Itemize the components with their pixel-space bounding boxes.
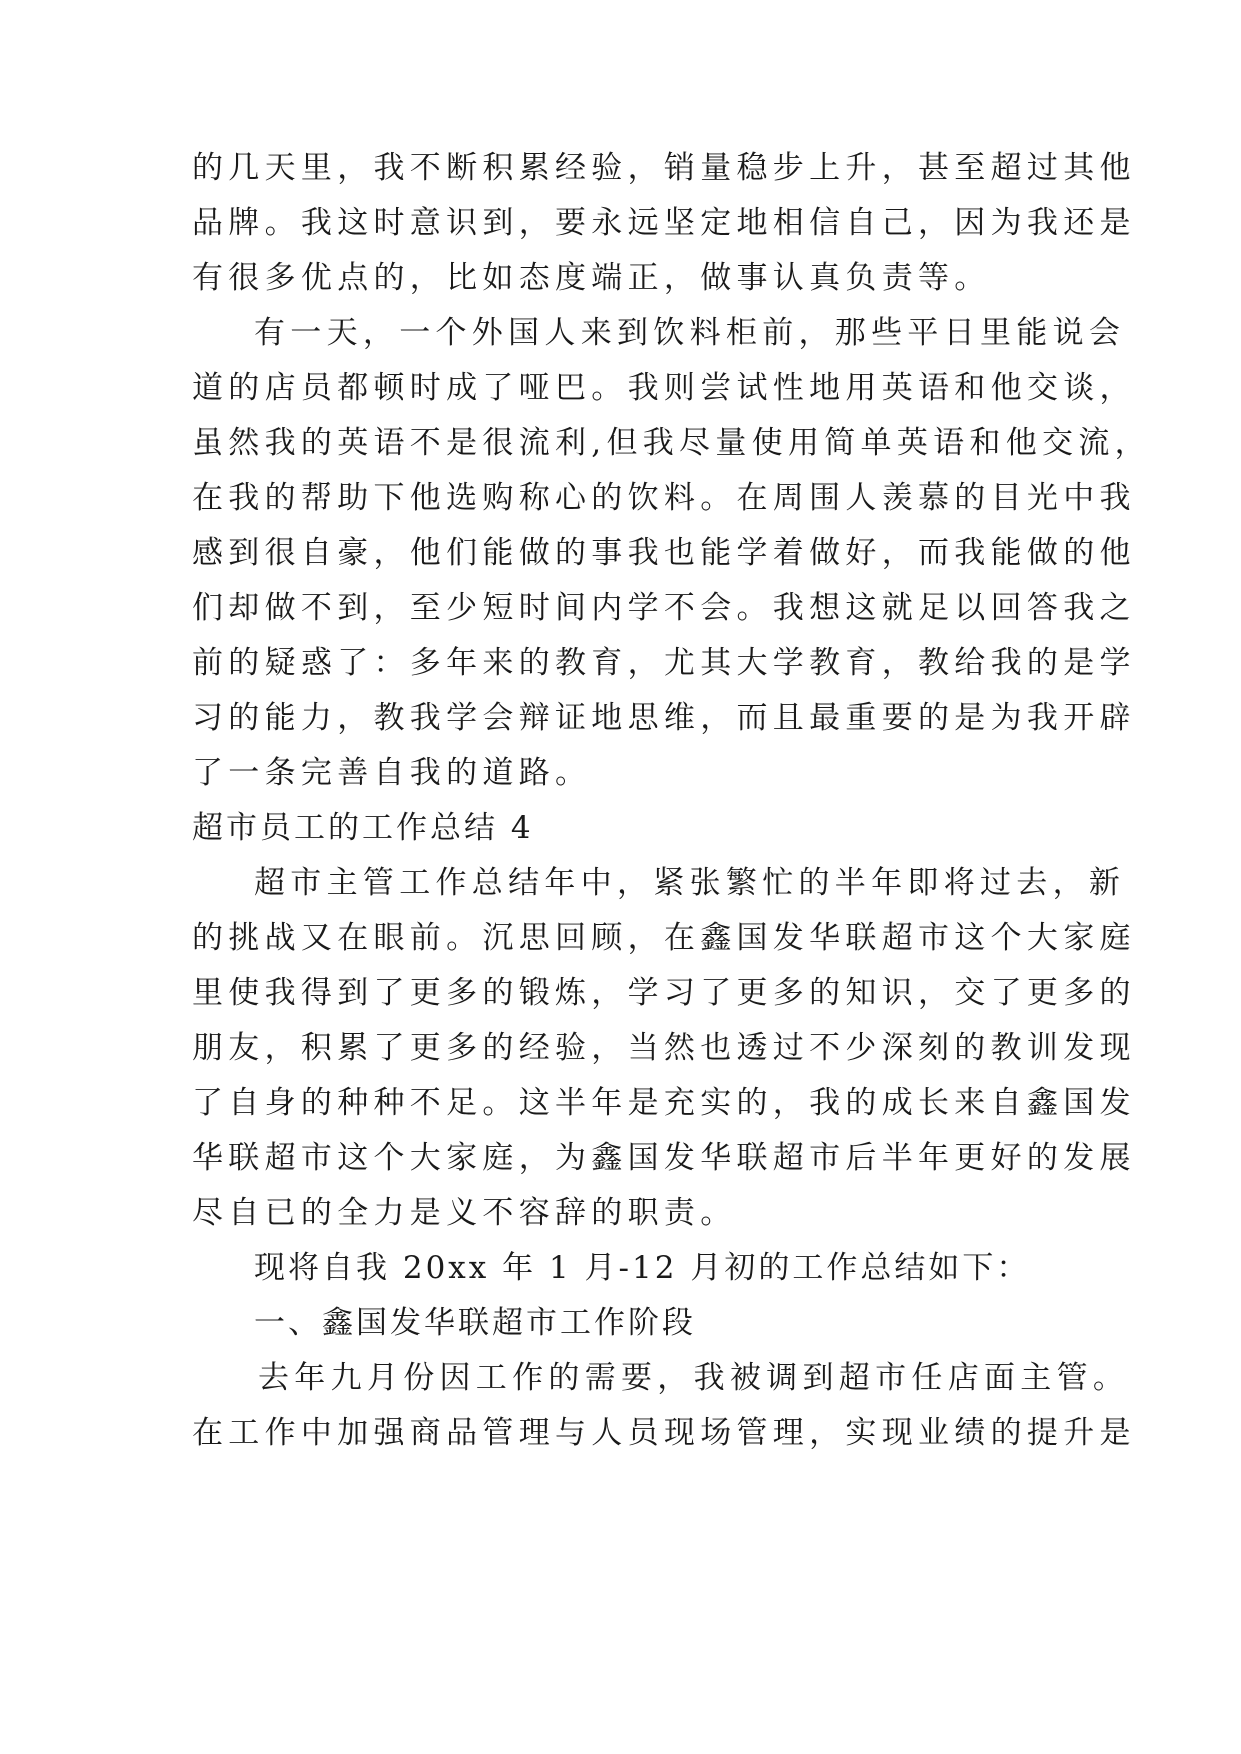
- paragraph-line: 华联超市这个大家庭，为鑫国发华联超市后半年更好的发展: [192, 1140, 1136, 1176]
- paragraph-line: 里使我得到了更多的锻炼，学习了更多的知识，交了更多的: [192, 975, 1136, 1011]
- paragraph-line: 前的疑惑了：多年来的教育，尤其大学教育，教给我的是学: [192, 645, 1136, 681]
- paragraph-line: 习的能力，教我学会辩证地思维，而且最重要的是为我开辟: [192, 700, 1136, 736]
- paragraph-line: 感到很自豪，他们能做的事我也能学着做好，而我能做的他: [192, 535, 1136, 571]
- subsection-heading: 一、鑫国发华联超市工作阶段: [254, 1305, 696, 1341]
- paragraph-line: 了自身的种种不足。这半年是充实的，我的成长来自鑫国发: [192, 1085, 1136, 1121]
- paragraph-line: 虽然我的英语不是很流利,但我尽量使用简单英语和他交流，: [192, 425, 1151, 461]
- paragraph-line: 有一天，一个外国人来到饮料柜前，那些平日里能说会: [254, 315, 1126, 351]
- paragraph-line: 朋友，积累了更多的经验，当然也透过不少深刻的教训发现: [192, 1030, 1136, 1066]
- section-heading: 超市员工的工作总结 4: [192, 810, 534, 846]
- paragraph-line: 现将自我 20xx 年 1 月-12 月初的工作总结如下：: [254, 1250, 1031, 1286]
- paragraph-line: 在我的帮助下他选购称心的饮料。在周围人羡慕的目光中我: [192, 480, 1136, 516]
- paragraph-line: 品牌。我这时意识到，要永远坚定地相信自己，因为我还是: [192, 205, 1136, 241]
- paragraph-line: 在工作中加强商品管理与人员现场管理，实现业绩的提升是: [192, 1415, 1136, 1451]
- paragraph-line: 去年九月份因工作的需要，我被调到超市任店面主管。: [258, 1360, 1130, 1396]
- paragraph-line: 们却做不到，至少短时间内学不会。我想这就足以回答我之: [192, 590, 1136, 626]
- paragraph-line: 的挑战又在眼前。沉思回顾，在鑫国发华联超市这个大家庭: [192, 920, 1136, 956]
- paragraph-line: 超市主管工作总结年中，紧张繁忙的半年即将过去，新: [254, 865, 1126, 901]
- paragraph-line: 道的店员都顿时成了哑巴。我则尝试性地用英语和他交谈，: [192, 370, 1136, 406]
- paragraph-line: 的几天里，我不断积累经验，销量稳步上升，甚至超过其他: [192, 150, 1136, 186]
- paragraph-line: 尽自已的全力是义不容辞的职责。: [192, 1195, 737, 1231]
- paragraph-line: 了一条完善自我的道路。: [192, 755, 592, 791]
- paragraph-line: 有很多优点的，比如态度端正，做事认真负责等。: [192, 260, 991, 296]
